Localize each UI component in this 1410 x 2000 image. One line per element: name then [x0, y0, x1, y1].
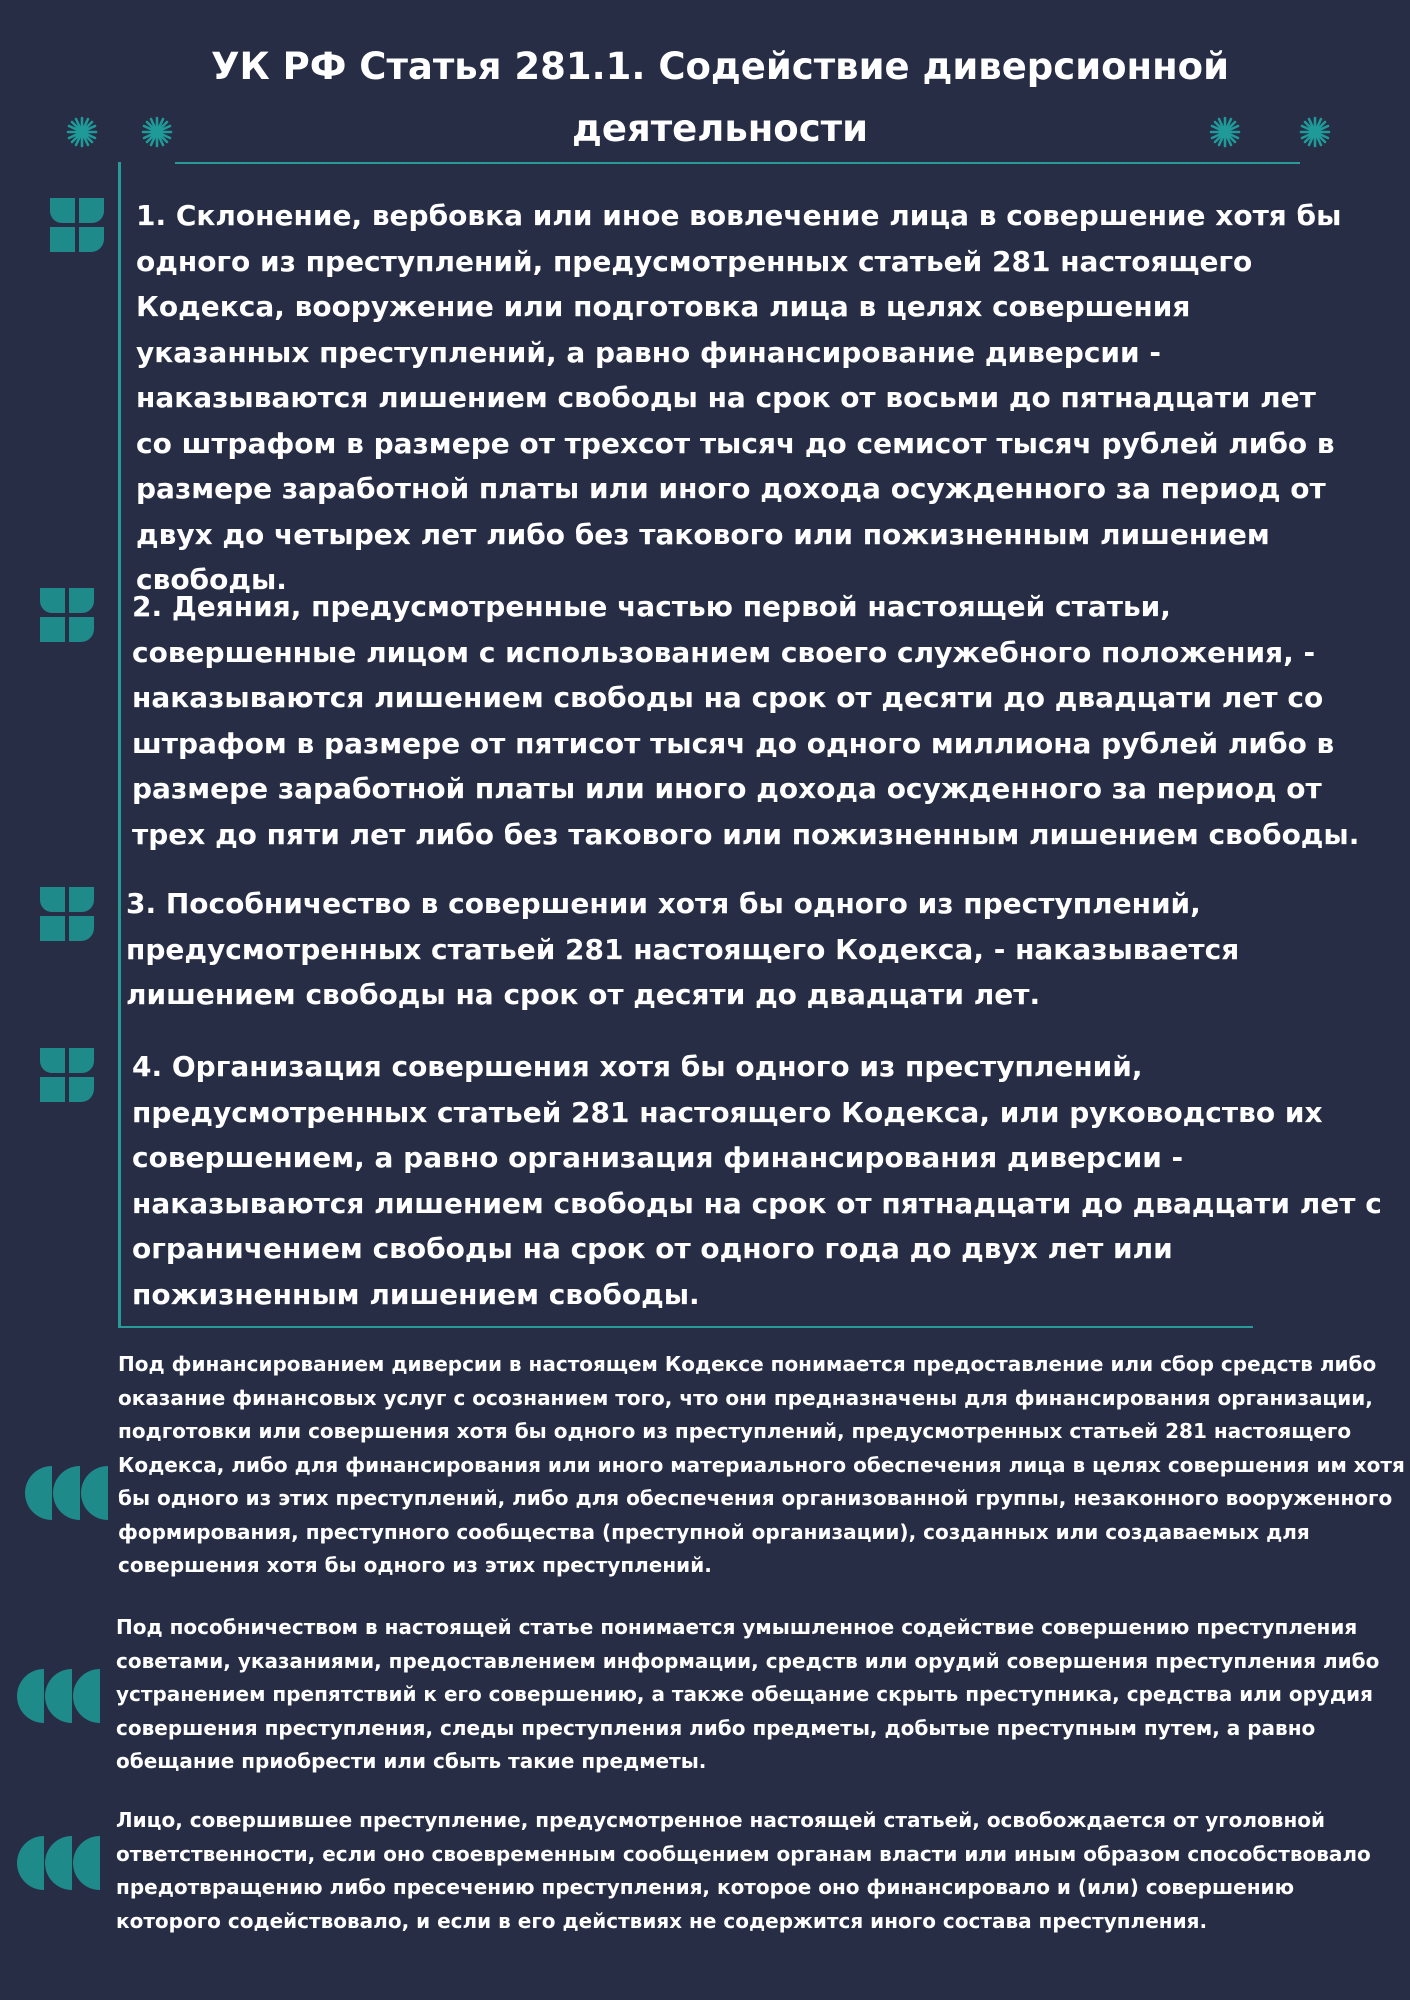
asterisk-star-icon [1298, 115, 1332, 149]
note-exemption: Лицо, совершившее преступление, предусмотренное настоящей статьей, освобождается от уголовной ответственности, если оно своевременным сообщением органам власти или иным образом способствовало предотвращению либо пресечению преступления, которое оно финансировало и (или) совершению которого содействовало, и если в его действиях не содержится иного состава преступления. [116, 1808, 1371, 1933]
leaf-bullet-icon [40, 887, 94, 941]
clause-2: 2. Деяния, предусмотренные частью первой настоящей статьи, совершенные лицом с использованием своего служебного положения, - наказываются лишением свободы на срок от десяти до двадцати лет со штрафом в размере от пятисот тысяч до одного миллиона рублей либо в размере заработной платы или иного дохода осужденного за период от трех до пяти лет либо без такового или пожизненным лишением свободы. [132, 590, 1360, 851]
double-quote-icon [14, 1669, 104, 1723]
note-financing-definition: Под финансированием диверсии в настоящем Кодексе понимается предоставление или сбор средств либо оказание финансовых услуг с осознанием того, что они предназначены для финансирования организации, подготовки или совершения хотя бы одного из преступлений, предусмотренных статьей 281 настоящего Кодекса, либо для финансирования или иного материального обеспечения лица в целях совершения им хотя бы одного из этих преступлений, либо для обеспечения организованной группы, незаконного вооруженного формирования, преступного сообщества (преступной организации), созданных или создаваемых для совершения хотя бы одного из этих преступлений. [118, 1352, 1405, 1577]
clauses-bottom-rule [118, 1326, 1253, 1328]
note-complicity-definition: Под пособничеством в настоящей статье понимается умышленное содействие совершению преступления советами, указаниями, предоставлением информации, средств или орудий совершения преступления либо устранением препятствий к его совершению, а также обещание скрыть преступника, средства или орудия совершения преступления, следы преступления либо предметы, добытые преступным путем, а равно обещание приобрести или сбыть такие предметы. [116, 1615, 1380, 1773]
title-underline [175, 162, 1300, 164]
double-quote-icon [22, 1466, 112, 1520]
clauses-left-border [118, 162, 121, 1327]
leaf-bullet-icon [50, 198, 104, 252]
clause-1: 1. Склонение, вербовка или иное вовлечение лица в совершение хотя бы одного из преступлений, предусмотренных статьей 281 настоящего Кодекса, вооружение или подготовка лица в целях совершения указанных преступлений, а равно финансирование диверсии - наказываются лишением свободы на срок от восьми до пятнадцати лет со штрафом в размере от трехсот тысяч до семисот тысяч рублей либо в размере заработной платы или иного дохода осужденного за период от двух до четырех лет либо без такового или пожизненным лишением свободы. [136, 199, 1342, 596]
page-title: УК РФ Статья 281.1. Содействие диверсионной деятельности [210, 45, 1230, 150]
clause-4: 4. Организация совершения хотя бы одного из преступлений, предусмотренных статьей 281 настоящего Кодекса, или руководство их совершением, а равно организация финансирования диверсии - наказываются лишением свободы на срок от пятнадцати до двадцати лет с ограничением свободы на срок от одного года до двух лет или пожизненным лишением свободы. [132, 1050, 1382, 1311]
clause-3: 3. Пособничество в совершении хотя бы одного из преступлений, предусмотренных статьей 281 настоящего Кодекса, - наказывается лишением свободы на срок от десяти до двадцати лет. [126, 887, 1240, 1011]
asterisk-star-icon [1208, 115, 1242, 149]
leaf-bullet-icon [40, 588, 94, 642]
asterisk-star-icon [65, 115, 99, 149]
double-quote-icon [14, 1836, 104, 1890]
asterisk-star-icon [140, 115, 174, 149]
leaf-bullet-icon [40, 1048, 94, 1102]
